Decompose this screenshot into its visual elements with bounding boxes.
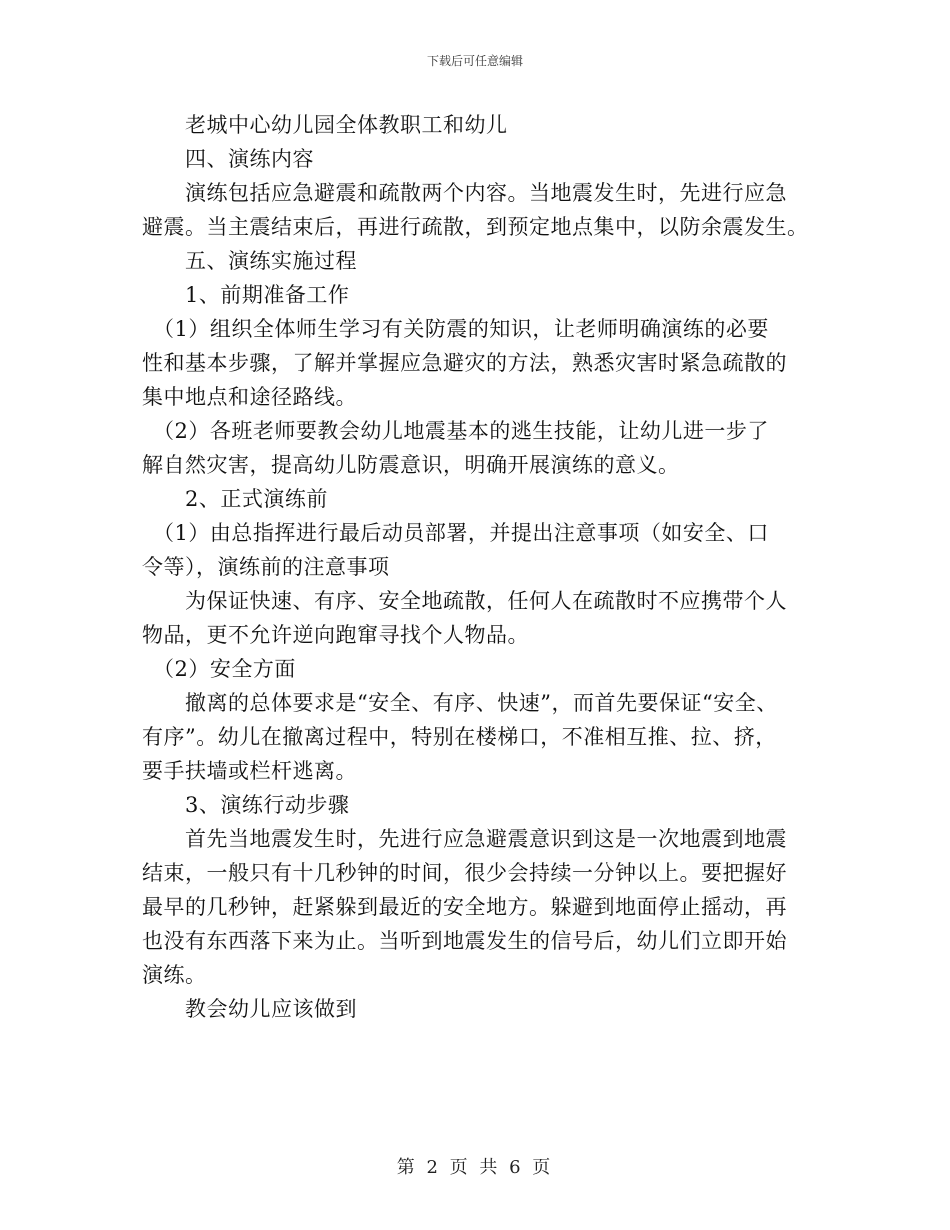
text-line: （2）安全方面 — [142, 657, 296, 681]
text-line: 首先当地震发生时，先进行应急避震意识到这是一次地震到地震 — [142, 827, 787, 851]
text-line: （1）组织全体师生学习有关防震的知识，让老师明确演练的必要 — [142, 317, 769, 341]
section-heading: 四、演练内容 — [142, 147, 314, 171]
text-line: 要手扶墙或栏杆逃离。 — [142, 759, 357, 783]
subsection-heading: 2、正式演练前 — [142, 487, 328, 511]
text-line: 结束，一般只有十几秒钟的时间，很少会持续一分钟以上。要把握好 — [142, 861, 787, 885]
text-line: 最早的几秒钟，赶紧躲到最近的安全地方。躲避到地面停止摇动，再 — [142, 895, 787, 919]
text-line: 物品，更不允许逆向跑窜寻找个人物品。 — [142, 623, 529, 647]
text-line: 演练。 — [142, 963, 207, 987]
subsection-heading: 1、前期准备工作 — [142, 283, 350, 307]
section-heading: 五、演练实施过程 — [142, 249, 357, 273]
document-body — [142, 108, 812, 1026]
text-line: （2）各班老师要教会幼儿地震基本的逃生技能，让幼儿进一步了 — [142, 419, 769, 443]
text-line: 演练包括应急避震和疏散两个内容。当地震发生时，先进行应急 — [142, 181, 787, 205]
page-footer: 第 2 页 共 6 页 — [396, 1157, 554, 1178]
text-line: 老城中心幼儿园全体教职工和幼儿 — [142, 113, 508, 137]
text-line: 令等），演练前的注意事项 — [142, 555, 390, 579]
text-line: 有序”。幼儿在撤离过程中，特别在楼梯口，不准相互推、拉、挤， — [142, 725, 777, 749]
page-header: 下载后可任意编辑 — [426, 54, 523, 68]
text-line: 避震。当主震结束后，再进行疏散，到预定地点集中，以防余震发生。 — [142, 215, 809, 239]
text-line: 为保证快速、有序、安全地疏散，任何人在疏散时不应携带个人 — [142, 589, 787, 613]
text-line: 集中地点和途径路线。 — [142, 385, 357, 409]
subsection-heading: 3、演练行动步骤 — [142, 793, 350, 817]
text-line: （1）由总指挥进行最后动员部署，并提出注意事项（如安全、口 — [142, 521, 769, 545]
text-line: 也没有东西落下来为止。当听到地震发生的信号后，幼儿们立即开始 — [142, 929, 787, 953]
text-line: 撤离的总体要求是“安全、有序、快速”，而首先要保证“安全、 — [142, 691, 778, 715]
text-line: 教会幼儿应该做到 — [142, 997, 357, 1021]
text-line: 性和基本步骤，了解并掌握应急避灾的方法，熟悉灾害时紧急疏散的 — [142, 351, 787, 375]
text-line: 解自然灾害，提高幼儿防震意识，明确开展演练的意义。 — [142, 453, 680, 477]
